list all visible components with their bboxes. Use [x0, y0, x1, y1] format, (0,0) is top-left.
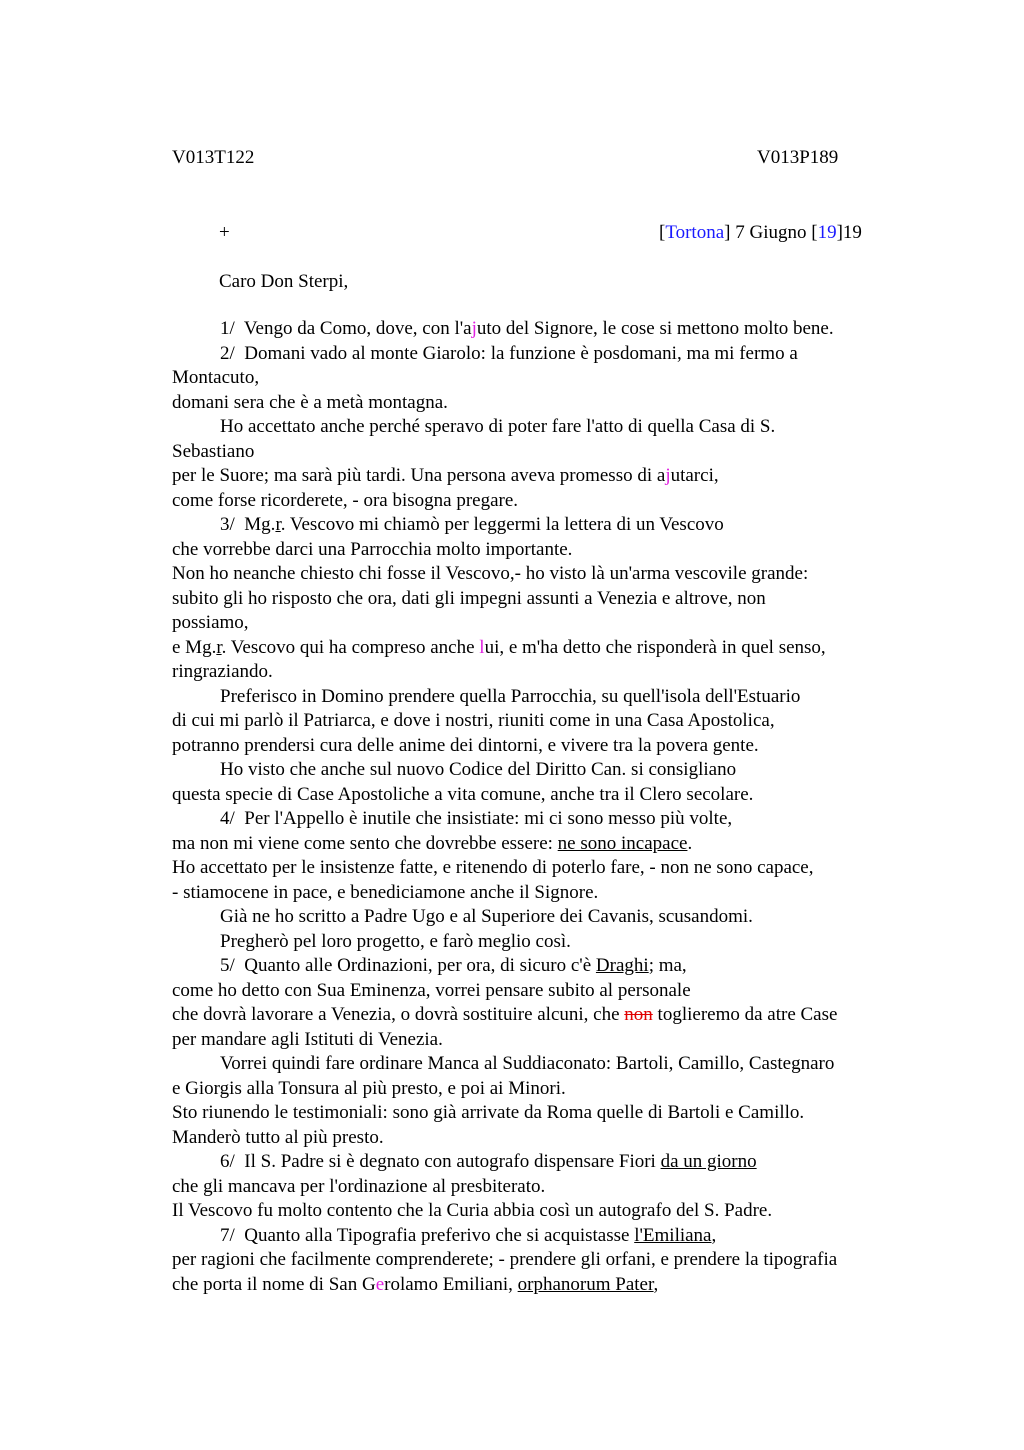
text-line: - stiamocene in pace, e benediciamone anche il Signore.: [172, 881, 599, 903]
dateline-year-part: 19: [817, 222, 837, 243]
text-line: come ho detto con Sua Eminenza, vorrei pensare subito al personale: [172, 979, 691, 1001]
text-line: ringraziando.: [172, 661, 273, 682]
text-line: Pregherò pel loro progetto, e farò meglio così.: [220, 930, 571, 952]
text-span: rolamo Emiliani,: [384, 1273, 518, 1295]
text-span: 6/ Il S. Padre si è degnato con autografo dispensare Fiori: [220, 1151, 661, 1172]
text-line: Manderò tutto al più presto.: [172, 1126, 384, 1148]
text-span: ; ma,: [648, 955, 687, 976]
text-line: [172, 1003, 912, 1028]
text-line: Sto riunendo le testimoniali: sono già arrivate da Roma quelle di Bartoli e Camillo.: [172, 1102, 805, 1123]
underlined-text: Draghi: [595, 955, 649, 976]
underlined-text: da un giorno: [660, 1151, 757, 1172]
text-line: potranno prendersi cura delle anime dei dintorni, e vivere tra la povera gente.: [172, 734, 759, 756]
dateline-place: Tortona: [665, 222, 725, 243]
text-line: che gli mancava per l'ordinazione al presbiterato.: [172, 1175, 546, 1197]
text-span: 7/ Quanto alla Tipografia preferivo che si acquistasse: [220, 1224, 635, 1246]
text-line: per mandare agli Istituti di Venezia.: [172, 1028, 443, 1050]
text-span: che porta il nome di San G: [172, 1273, 376, 1295]
correction-mark: j: [665, 465, 671, 486]
text-span: 3/ Mg.: [220, 514, 276, 535]
text-line: [172, 1273, 912, 1298]
text-line: per ragioni che facilmente comprenderete; - prendere gli orfani, e prendere la tipografia: [172, 1249, 838, 1270]
underlined-text: r: [275, 514, 281, 535]
text-line: e Giorgis alla Tonsura al più presto, e poi ai Minori.: [172, 1077, 566, 1099]
text-line: di cui mi parlò il Patriarca, e dove i nostri, riuniti come in una Casa Apostolica,: [172, 710, 775, 731]
cross-symbol: +: [219, 222, 230, 243]
text-span: ,: [653, 1273, 659, 1295]
text-line: [172, 1224, 912, 1249]
text-line: [172, 464, 912, 489]
text-span: e Mg.: [172, 636, 217, 658]
text-span: utarci,: [670, 465, 719, 486]
underlined-text: orphanorum Pater: [517, 1273, 654, 1295]
text-line: [172, 1150, 912, 1175]
text-line: subito gli ho risposto che ora, dati gli impegni assunti a Venezia e altrove, non: [172, 587, 766, 609]
text-line: Ho accettato per le insistenze fatte, e ritenendo di poterlo fare, - non ne sono capace,: [172, 857, 814, 878]
text-line: come forse ricorderete, - ora bisogna pregare.: [172, 489, 519, 511]
text-line: che vorrebbe darci una Parrocchia molto importante.: [172, 538, 573, 560]
text-span: . Vescovo mi chiamò per leggermi la lettera di un Vescovo: [280, 514, 724, 535]
text-line: 4/ Per l'Appello è inutile che insistiate: mi ci sono messo più volte,: [220, 808, 733, 829]
text-line: [172, 954, 912, 979]
text-span: . Vescovo qui ha compreso anche: [221, 636, 480, 658]
text-line: Ho accettato anche perché speravo di poter fare l'atto di quella Casa di S.: [220, 416, 776, 437]
correction-mark: l: [479, 636, 485, 658]
text-line: domani sera che è a metà montagna.: [172, 391, 448, 413]
text-line: Non ho neanche chiesto chi fosse il Vescovo,- ho visto là un'arma vescovile grande:: [172, 563, 809, 584]
text-span: 5/ Quanto alle Ordinazioni, per ora, di sicuro c'è: [220, 955, 596, 976]
text-line: questa specie di Case Apostoliche a vita comune, anche tra il Clero secolare.: [172, 783, 754, 805]
text-line: [172, 317, 912, 342]
text-line: Sebastiano: [172, 440, 255, 462]
deleted-word: non: [624, 1004, 653, 1025]
text-line: 2/ Domani vado al monte Giarolo: la funzione è posdomani, ma mi fermo a: [220, 342, 798, 364]
salutation: Caro Don Sterpi,: [219, 271, 349, 292]
text-line: Preferisco in Domino prendere quella Parrocchia, su quell'isola dell'Estuario: [220, 685, 801, 707]
dateline-year-end: ]19: [836, 222, 862, 243]
text-span: uto del Signore, le cose si mettono molto bene.: [476, 318, 834, 339]
underlined-text: l'Emiliana: [634, 1224, 712, 1246]
letter-body: [172, 317, 912, 1297]
text-line: [172, 513, 912, 538]
text-span: ma non mi viene come sento che dovrebbe essere:: [172, 832, 558, 854]
text-span: che dovrà lavorare a Venezia, o dovrà sostituire alcuni, che: [172, 1004, 625, 1025]
underlined-text: r: [216, 636, 222, 658]
text-span: per le Suore; ma sarà più tardi. Una persona aveva promesso di a: [172, 465, 666, 486]
dateline-bracket: [: [659, 222, 666, 243]
underlined-text: ne sono incapace: [557, 832, 688, 854]
text-line: Vorrei quindi fare ordinare Manca al Suddiaconato: Bartoli, Camillo, Castegnaro: [220, 1053, 835, 1074]
text-line: Già ne ho scritto a Padre Ugo e al Superiore dei Cavanis, scusandomi.: [220, 906, 753, 927]
text-span: 1/ Vengo da Como, dove, con l'a: [220, 318, 472, 339]
text-line: Ho visto che anche sul nuovo Codice del Diritto Can. si consigliano: [220, 759, 737, 780]
text-line: possiamo,: [172, 612, 249, 633]
text-span: ui, e m'ha detto che risponderà in quel senso,: [484, 636, 826, 658]
text-span: .: [687, 832, 693, 854]
text-line: Il Vescovo fu molto contento che la Curia abbia così un autografo del S. Padre.: [172, 1200, 773, 1221]
correction-mark: e: [375, 1273, 385, 1295]
dateline: [659, 221, 862, 245]
text-line: Montacuto,: [172, 367, 260, 388]
correction-mark: j: [471, 318, 477, 339]
text-line: [172, 636, 912, 661]
text-span: ,: [711, 1224, 717, 1246]
text-span: toglieremo da atre Case: [652, 1004, 838, 1025]
right-code: V013P189: [757, 147, 839, 168]
dateline-day-month: ] 7 Giugno [: [724, 222, 818, 243]
left-code: V013T122: [172, 147, 255, 168]
text-line: [172, 832, 912, 857]
